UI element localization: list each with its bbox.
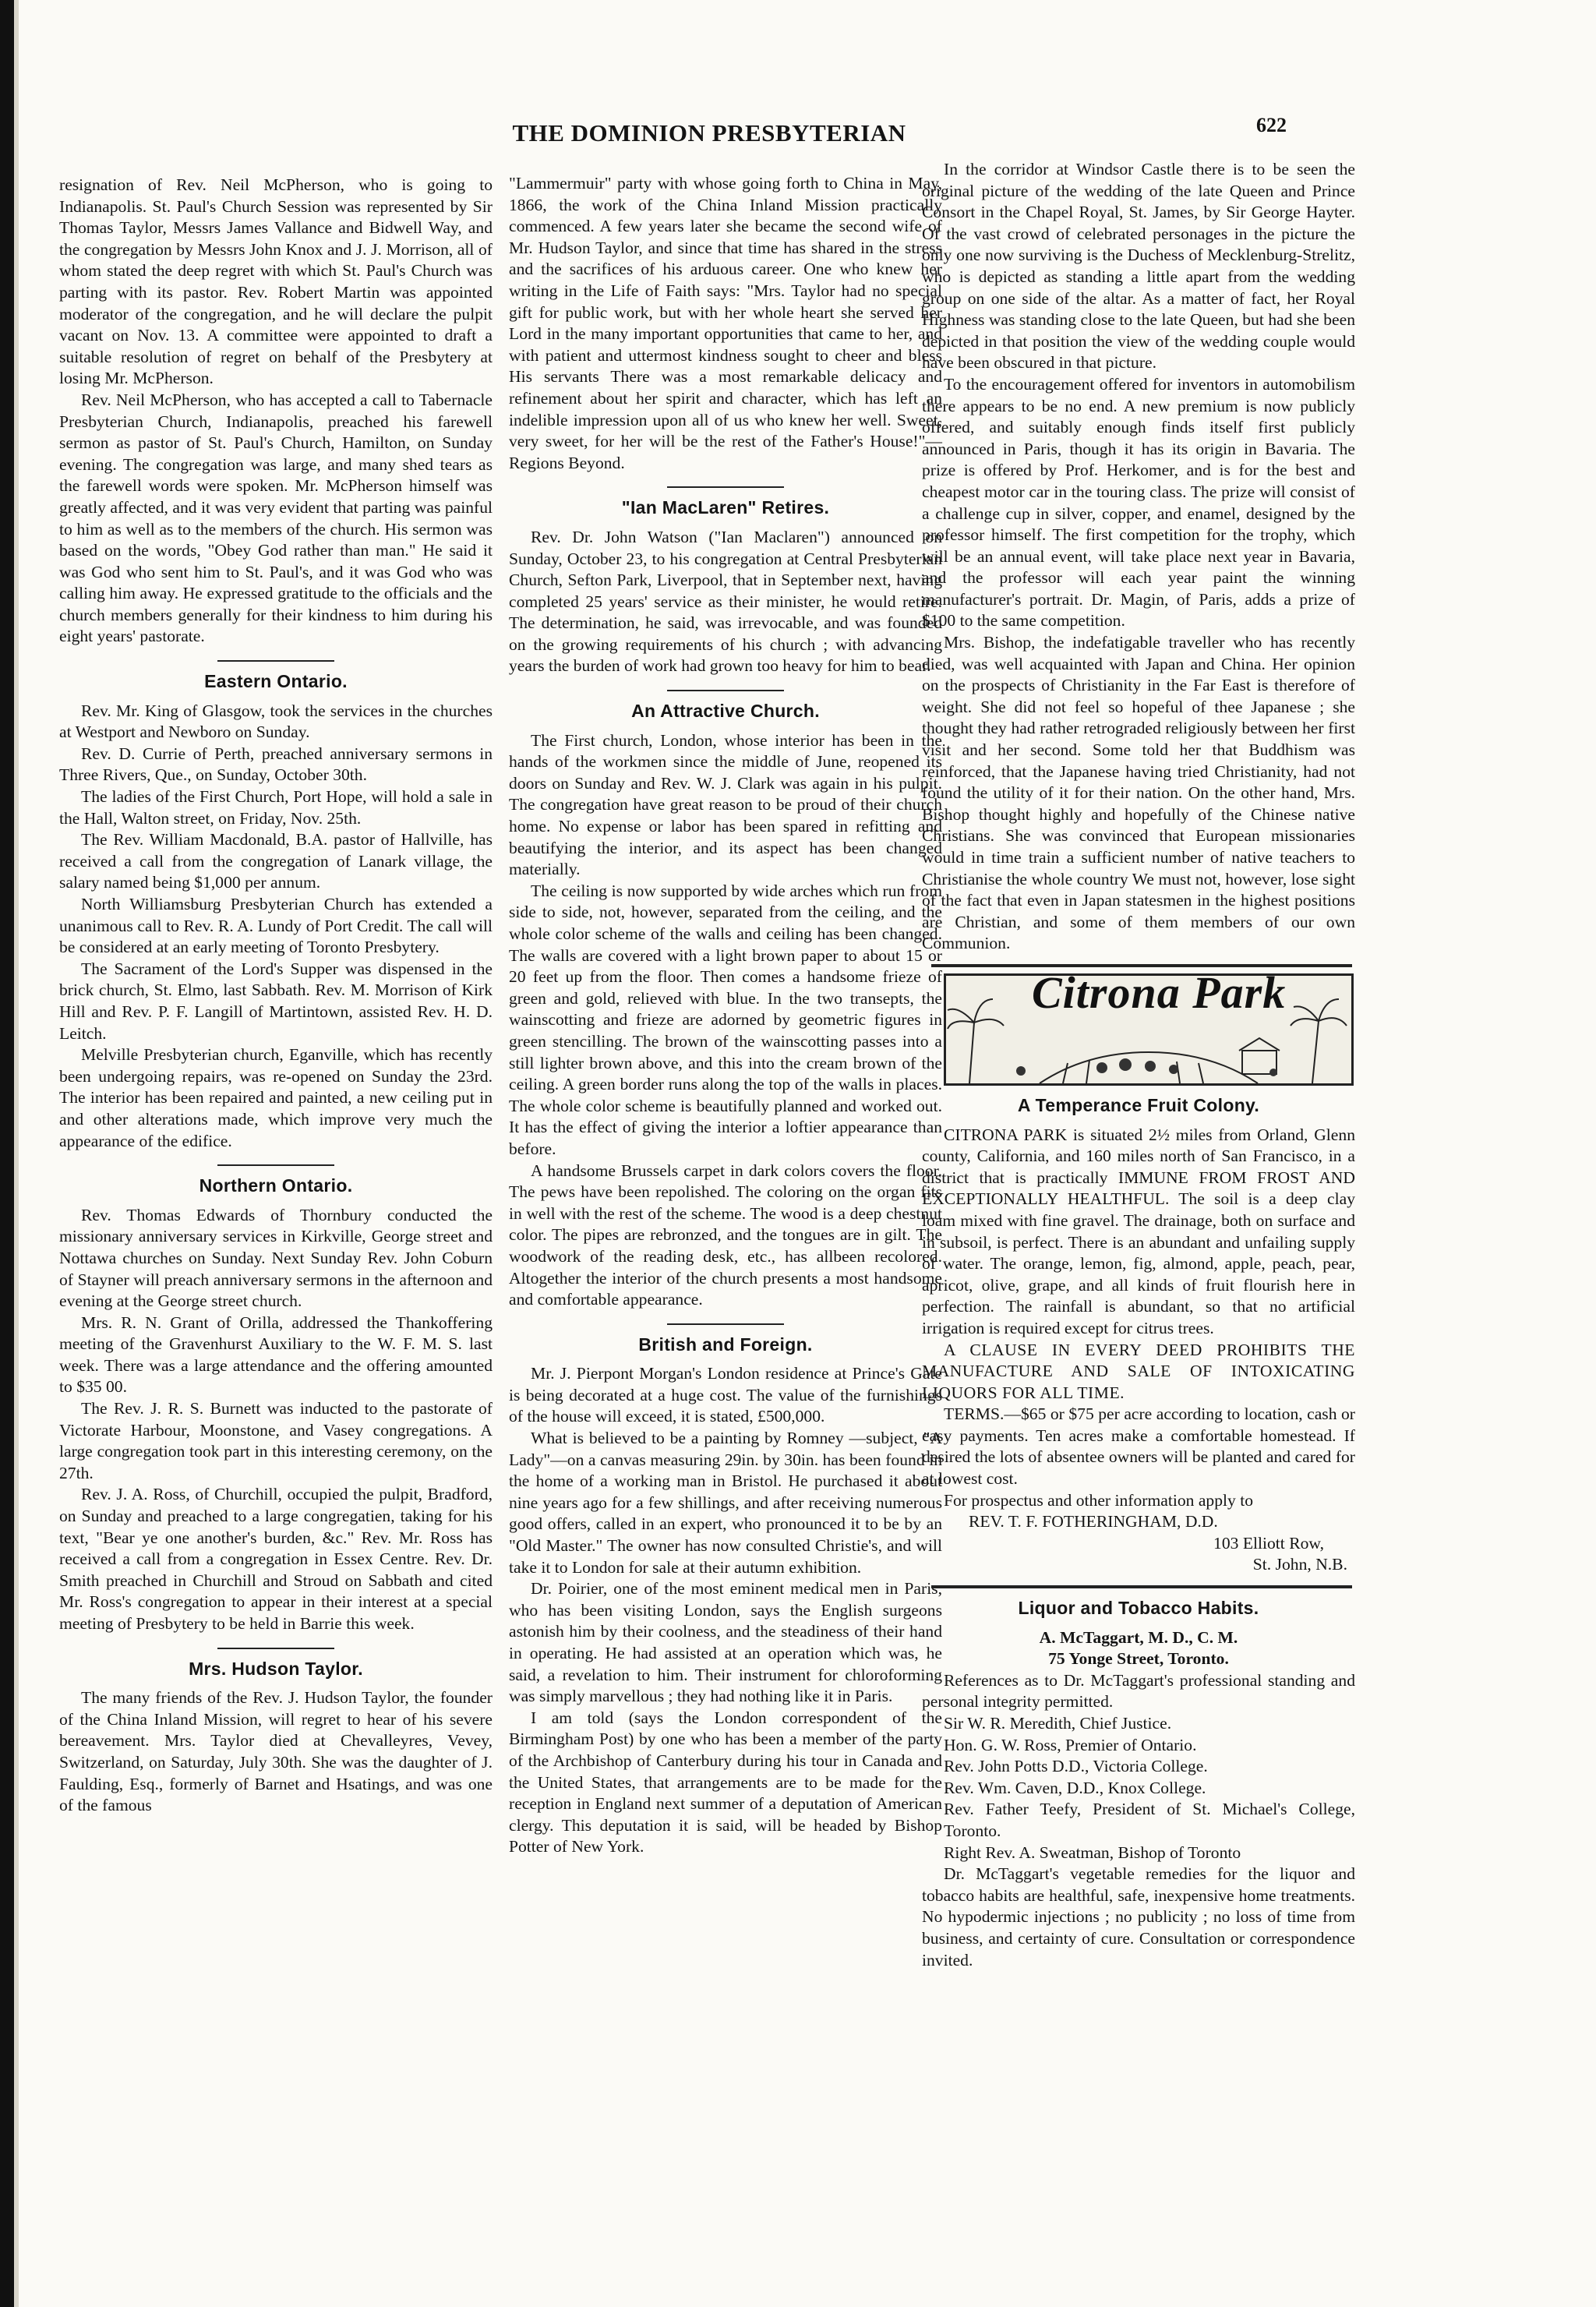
ad-terms: TERMS.—$65 or $75 per acre according to location, cash or easy payments. Ten acres make a comfortable homestead. If desired the lots of absentee owners will be planted and cared for at lowest cost. (922, 1404, 1355, 1489)
column-3 (922, 159, 1355, 1971)
article-paragraph: A handsome Brussels carpet in dark colors covers the floor. The pews have been repolished. The coloring on the organ fits in well with the rest of the scheme. The wood is a deep chestnut color. The pipes are rebronzed, and the tongues are in gilt. The woodwork of the reading desk, etc., has allbeen recolored. Altogether the interior of the church presents a most handsome and comfortable appearance. (509, 1161, 942, 1309)
citrona-park-logo: Citrona Park (1024, 982, 1294, 1004)
ad-contact-city: St. John, N.B. (1252, 1555, 1347, 1574)
ad-heading-liquor-and-tobacco: Liquor and Tobacco Habits. (1018, 1598, 1259, 1619)
section-divider (217, 660, 334, 662)
column-2 (509, 173, 942, 1858)
news-item: The Rev. J. R. S. Burnett was inducted to the pastorate of Victorate Harbour, Moonstone, and Vasey congregations. A large congregation took part in this interesting ceremony, on the 27th. (59, 1399, 493, 1482)
page-binding-edge (0, 0, 14, 2307)
section-heading-british-and-foreign: British and Foreign. (638, 1334, 813, 1355)
ad-paragraph: CITRONA PARK is situated 2½ miles from Orland, Glenn county, California, and 160 miles north of San Francisco, in a district that is practically IMMUNE FROM FROST AND EXCEPTIONALLY HEALTHFUL. The soil is a deep clay loam mixed with fine gravel. The drainage, both on surface and in subsoil, is perfect. There is an abundant and unfailing supply of water. The orange, lemon, fig, almond, apple, peach, pear, apricot, olive, grape, and all kinds of fruit flourish here in perfection. The rainfall is abundant, so that no artificial irrigation is required except for citrus trees. (922, 1125, 1355, 1337)
ad-heading-temperance-fruit-colony: A Temperance Fruit Colony. (1017, 1094, 1260, 1115)
article-paragraph: The many friends of the Rev. J. Hudson Taylor, the founder of the China Inland Mission, will regret to hear of his severe bereavement. Mrs. Taylor died at Chevalleyres, Vevey, Switzerland, on Saturday, July 30th. She was the daughter of J. Faulding, Esq., formerly of Barnet and Hsatings, and was one of the famous (59, 1688, 493, 1815)
ad-contact-name: REV. T. F. FOTHERINGHAM, D.D. (969, 1512, 1218, 1532)
reference-item: Right Rev. A. Sweatman, Bishop of Toronto (944, 1842, 1241, 1862)
article-paragraph: "Lammermuir" party with whose going forth to China in May, 1866, the work of the China Inland Mission practically commenced. A few years later she became the second wife of Mr. Hudson Taylor, and since that time has shared in the stress and the sacrifices of his arduous career. One who knew her writing in the Life of Faith says: "Mrs. Taylor had no special gift for public work, but with her whole heart she served her Lord in the many important opportunities that came to her, and with patient and uttermost kindness sought to cheer and bless His servants There was a most remarkable delicacy and refinement about her spirit and character, which has left an indelible impression upon all of us who knew her well. Sweet, very sweet, for her will be the rest of the Father's House!"—Regions Beyond. (509, 174, 942, 472)
page-number: 622 (1256, 114, 1287, 136)
news-item: Melville Presbyterian church, Eganville, which has recently been undergoing repairs, was re-opened on Sunday the 23rd. The interior has been repaired and painted, a new ceiling put in and other alterations made, which improve very much the appearance of the edifice. (59, 1045, 493, 1150)
ad-references-intro: References as to Dr. McTaggart's professional standing and personal integrity permitted. (922, 1670, 1355, 1712)
section-heading-northern-ontario: Northern Ontario. (199, 1175, 353, 1196)
article-paragraph: Rev. Neil McPherson, who has accepted a call to Tabernacle Presbyterian Church, Indianapolis, preached his farewell sermon as pastor of St. Paul's Church, Hamilton, on Sunday evening. The congregation was large, and many shed tears as the farewell words were spoken. Mr. McPherson himself was greatly affected, and it was very evident that parting was painful to him as well as to the members of the church. His sermon was based on the words, "Obey God rather than man." He said it was God who sent him to St. Paul's, and it was God who was calling him away. He expressed gratitude to the officials and the church members generally for their kindness to him during his eight years' pastorate. (59, 390, 493, 646)
citrona-park-banner (944, 973, 1354, 1086)
news-item: Rev. Thomas Edwards of Thornbury conducted the missionary anniversary services in Kirkville, George street and Nottawa churches on Sunday. Next Sunday Rev. John Coburn of Stayner will preach anniversary sermons in the afternoon and evening at the George street church. (59, 1205, 493, 1311)
ad-clause: A CLAUSE IN EVERY DEED PROHIBITS THE MANUFACTURE AND SALE OF INTOXICATING LIQUORS FOR ALL TIME. (922, 1340, 1355, 1402)
section-divider (217, 1164, 334, 1166)
article-paragraph: The ceiling is now supported by wide arches which run from side to side, not, however, separated from the ceiling, and the whole color scheme of the walls and ceiling has been changed. The walls are covered with a light brown paper to about 15 or 20 feet up from the floor. Then comes a handsome frieze of green and gold, relieved with blue. In the two transepts, the wainscotting and frieze are adorned by geometric figures in green stencilling. The brown of the wainscotting passes into a still lighter brown above, and this into the cream brown of the ceiling. A green border runs along the top of the walls in places. The whole color scheme is beautifully planned and worked out. It has the effect of giving the interior a loftier appearance than before. (509, 881, 942, 1158)
news-item: The ladies of the First Church, Port Hope, will hold a sale in the Hall, Walton street, on Friday, Nov. 25th. (59, 787, 493, 828)
reference-item: Rev. Wm. Caven, D.D., Knox College. (944, 1778, 1206, 1797)
reference-item: Rev. Father Teefy, President of St. Michael's College, Toronto. (944, 1800, 1355, 1840)
article-paragraph: In the corridor at Windsor Castle there is to be seen the original picture of the wedding of the late Queen and Prince Consort in the Chapel Royal, St. James, by Sir George Hayter. Of the vast crowd of celebrated personages in the picture the only one now surviving is the Duchess of Mecklenburg-Strelitz, who is depicted as standing a little apart from the wedding group on one side of the altar. As a matter of fact, her Royal Highness was standing close to the late Queen, but had she been depicted in that position the view of the wedding couple would have been obscured in that picture. (922, 160, 1355, 373)
reference-item: Rev. John Potts D.D., Victoria College. (944, 1757, 1208, 1776)
advertisement-divider (931, 964, 1352, 967)
ad-doctor-address: 75 Yonge Street, Toronto. (1048, 1649, 1229, 1669)
news-item: Rev. J. A. Ross, of Churchill, occupied the pulpit, Bradford, on Sunday and preached to a large congregatien, taking for his text, "Bear ye one another's burden, &c." Rev. Mr. Ross has received a call from a congregation in Essex Centre. Rev. Dr. Smith preached in Churchill and Stroud on Sabbath and cited Mr. Ross's congregation to appear in their interest at a special meeting of Presbytery to be held in Barrie this week. (59, 1485, 493, 1633)
ad-contact-intro: For prospectus and other information apply to (944, 1490, 1254, 1510)
news-item: The Sacrament of the Lord's Supper was dispensed in the brick church, St. Elmo, last Sabbath. Rev. M. Morrison of Kirk Hill and Rev. P. F. Langill of Martintown, assisted Rev. H. D. Leitch. (59, 959, 493, 1043)
article-paragraph: Rev. Dr. John Watson ("Ian Maclaren") announced on Sunday, October 23, to his congregation at Central Presbyterian Church, Sefton Park, Liverpool, that in September next, having completed 25 years' service as their minister, he would retire. The determination, he said, was irrevocable, and was founded on the growing requirements of his church ; with advancing years the burden of work had grown too heavy for him to bear. (509, 527, 942, 676)
article-paragraph: To the encouragement offered for inventors in automobilism there appears to be no end. A new premium is now publicly offered, and suitably enough finds itself first publicly announced in Paris, though it has its origin in Bavaria. The prize is offered by Prof. Herkomer, and is for the best and cheapest motor car in the touring class. The prize will consist of a challenge cup in silver, copper, and enamel, designed by the professor himself. The first competition for the trophy, which will be an annual event, will take place next year in Bavaria, and the professor will each year paint the winning manufacturer's portrait. Dr. Magin, of Paris, adds a prize of $100 to the same competition. (922, 374, 1355, 631)
newspaper-masthead: THE DOMINION PRESBYTERIAN (512, 119, 906, 147)
article-paragraph: Mrs. Bishop, the indefatigable traveller who has recently died, was well acquainted with Japan and China. Her opinion on the prospects of Christianity in the Far East is therefore of weight. She did not feel so hopeful of thee Japanese ; she thought they had rather retrograded religiously between her first visit and her second. Some told her that Buddhism was reinforced, that the Japanese having tried Christianity, had not found the utility of it for their nation. On the other hand, Mrs. Bishop thought highly and hopefully of the Chinese native Christians. She was convinced that European missionaries would in time train a sufficient number of native teachers to Christianise the whole country We must not, however, lose sight of the fact that even in Japan statesmen in the highest positions are Christian, and some of them members of our own Communion. (922, 633, 1355, 953)
article-paragraph: The First church, London, whose interior has been in the hands of the workmen since the middle of June, reopened its doors on Sunday and Rev. W. J. Clark was again in his pulpit. The congregation have great reason to be proud of their church home. No expense or labor has been spared in refitting and beautifying the interior, and its aspect has been changed materially. (509, 730, 942, 879)
ad-contact-address: 103 Elliott Row, (1213, 1533, 1324, 1553)
news-item: The Rev. William Macdonald, B.A. pastor of Hallville, has received a call from the congregation of Lanark village, the salary named being $1,000 per annum. (59, 830, 493, 892)
reference-item: Sir W. R. Meredith, Chief Justice. (944, 1714, 1172, 1733)
section-heading-ian-maclaren-retires: "Ian MacLaren" Retires. (621, 497, 830, 518)
news-item: Mrs. R. N. Grant of Orilla, addressed the Thankoffering meeting of the Gravenhurst Auxiliary to the W. F. M. S. last week. There was a large attendance and the offering amounted to $35 00. (59, 1312, 493, 1397)
news-item: I am told (says the London correspondent of the Birmingham Post) by one who has been a member of the party of the Archbishop of Canterbury during his tour in Canada and the United States, that arrangements are to be made for the reception in England next summer of a deputation of American clergy. This deputation it is said, will be headed by Bishop Potter of New York. (509, 1708, 942, 1857)
news-item: North Williamsburg Presbyterian Church has extended a unanimous call to Rev. R. A. Lundy of Port Credit. The call will be considered at an early meeting of Toronto Presbytery. (59, 895, 493, 957)
section-divider (667, 486, 784, 488)
section-divider (217, 1648, 334, 1649)
page-binding-shadow (14, 0, 19, 2307)
news-item: Dr. Poirier, one of the most eminent medical men in Paris, who has been visiting London, says the English surgeons astonish him by their coolness, and the steadiness of their hand in operating. He had assisted at an operation which was, he said, a revelation to him. Their instrument for chloroforming was simply marvellous ; they had nothing like it in Paris. (509, 1579, 942, 1706)
section-divider (667, 1323, 784, 1325)
section-heading-eastern-ontario: Eastern Ontario. (204, 671, 348, 692)
section-heading-mrs-hudson-taylor: Mrs. Hudson Taylor. (189, 1658, 363, 1679)
ad-closing-paragraph: Dr. McTaggart's vegetable remedies for the liquor and tobacco habits are healthful, safe, inexpensive home treatments. No hypodermic injections ; no publicity ; no loss of time from business, and certainty of cure. Consultation or correspondence invited. (922, 1864, 1355, 1970)
ad-doctor-name: A. McTaggart, M. D., C. M. (1039, 1627, 1238, 1647)
news-item: Rev. Mr. King of Glasgow, took the services in the churches at Westport and Newboro on Sunday. (59, 701, 493, 742)
reference-item: Hon. G. W. Ross, Premier of Ontario. (944, 1735, 1197, 1754)
section-heading-an-attractive-church: An Attractive Church. (631, 701, 820, 722)
article-paragraph: resignation of Rev. Neil McPherson, who is going to Indianapolis. St. Paul's Church Session was represented by Sir Thomas Taylor, Messrs James Vallance and Bidwell Way, and the congregation by Messrs John Knox and J. J. Morrison, all of whom stated the deep regret with which St. Paul's Church was parting with its pastor. Rev. Robert Martin was appointed moderator of the congregation, and he will declare the pulpit vacant on Nov. 13. A committee were appointed to draft a suitable resolution of regret on behalf of the Presbytery at losing Mr. McPherson. (59, 175, 493, 388)
news-item: Mr. J. Pierpont Morgan's London residence at Prince's Gate is being decorated at a huge cost. The value of the furnishings of the house will exceed, it is stated, £500,000. (509, 1364, 942, 1426)
column-1 (59, 175, 493, 1817)
section-divider (667, 690, 784, 691)
advertisement-divider (931, 1585, 1352, 1588)
news-item: Rev. D. Currie of Perth, preached anniversary sermons in Three Rivers, Que., on Sunday, October 30th. (59, 744, 493, 785)
news-item: What is believed to be a painting by Romney —subject, "A Lady"—on a canvas measuring 29in. by 30in. has been found in the home of a working man in Bristol. He purchased it about nine years ago for a few shillings, and after receiving numerous good offers, called in an expert, who pronounced it to be by an "Old Master." The owner has now consulted Christie's, and will take it to London for sale at their autumn exhibition. (509, 1429, 942, 1577)
